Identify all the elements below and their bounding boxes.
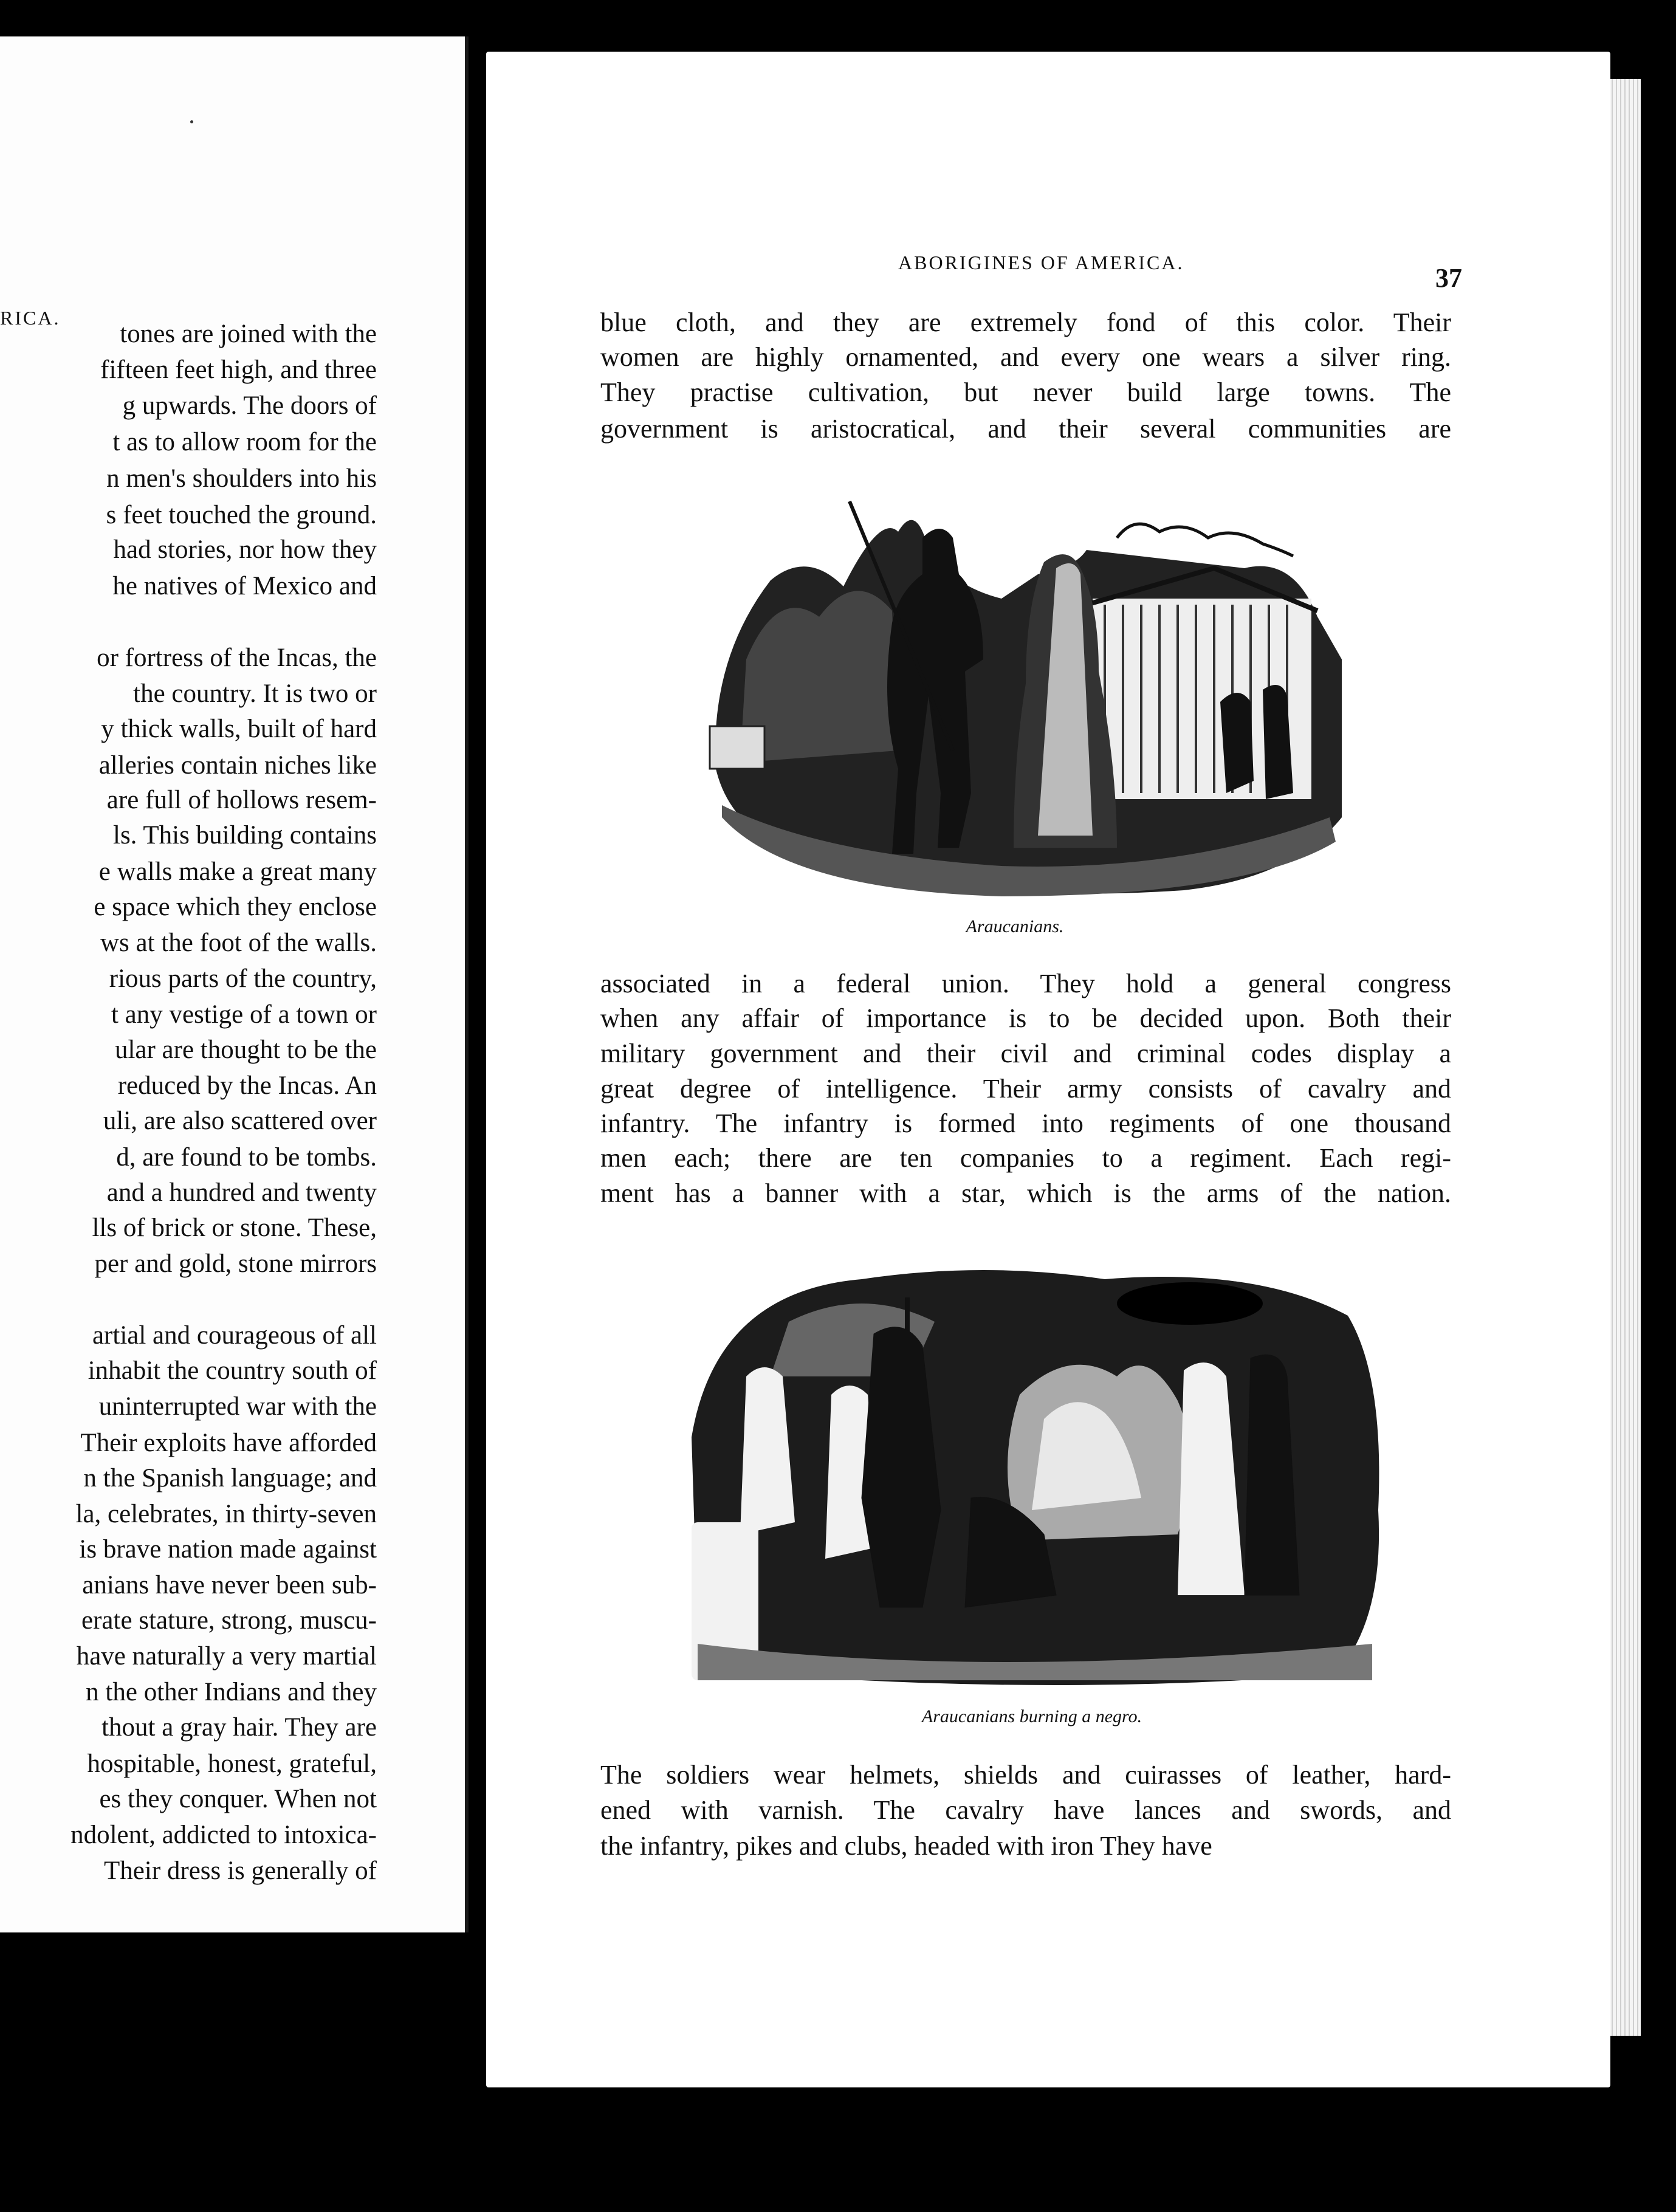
- left-text-line: t as to allow room for the: [112, 428, 377, 456]
- text-line: men each; there are ten companies to a regiment. Each regi-: [600, 1143, 1451, 1173]
- text-line: blue cloth, and they are extremely fond of this color. Their: [600, 307, 1451, 337]
- left-text-line: reduced by the Incas. An: [117, 1071, 377, 1100]
- text-line: women are highly ornamented, and every one wears a silver ring.: [600, 342, 1451, 372]
- left-text-line: lls of brick or stone. These,: [92, 1214, 377, 1242]
- text-line: the infantry, pikes and clubs, headed with iron They have: [600, 1831, 1212, 1861]
- left-page: [0, 36, 469, 1932]
- left-text-line: and a hundred and twenty: [106, 1178, 377, 1207]
- text-line: associated in a federal union. They hold a general congress: [600, 969, 1451, 998]
- left-text-line: e space which they enclose: [94, 893, 377, 921]
- left-text-line: tones are joined with the: [120, 320, 377, 348]
- left-text-line: have naturally a very martial: [76, 1642, 377, 1671]
- left-text-line: ls. This building contains: [113, 821, 377, 850]
- left-text-line: is brave nation made against: [79, 1535, 377, 1564]
- left-text-line: uninterrupted war with the: [98, 1392, 377, 1421]
- figure-caption-1: Araucanians.: [966, 916, 1064, 936]
- left-text-line: the country. It is two or: [133, 679, 377, 708]
- text-line: infantry. The infantry is formed into regiments of one thousand: [600, 1108, 1451, 1138]
- left-text-line: he natives of Mexico and: [112, 572, 377, 600]
- left-text-line: per and gold, stone mirrors: [94, 1249, 377, 1278]
- left-text-line: rious parts of the country,: [109, 964, 377, 993]
- illustration-araucanians-burning: [679, 1255, 1389, 1692]
- text-line: They practise cultivation, but never build large towns. The: [600, 377, 1451, 407]
- ink-dot: [190, 120, 193, 123]
- page-number: 37: [1435, 263, 1462, 293]
- illustration-araucanians: [698, 477, 1372, 902]
- left-text-line: Their exploits have afforded: [80, 1429, 377, 1457]
- left-text-line: are full of hollows resem-: [106, 786, 377, 814]
- left-text-line: es they conquer. When not: [99, 1785, 377, 1813]
- left-text-line: had stories, nor how they: [113, 535, 377, 564]
- left-text-line: g upwards. The doors of: [122, 391, 377, 420]
- left-text-line: n the Spanish language; and: [83, 1464, 377, 1492]
- left-running-head: RICA.: [0, 307, 61, 329]
- text-line: The soldiers wear helmets, shields and cuirasses of leather, hard-: [600, 1760, 1451, 1790]
- left-text-line: fifteen feet high, and three: [100, 355, 377, 384]
- left-text-line: ndolent, addicted to intoxica-: [70, 1821, 377, 1849]
- left-text-line: n men's shoulders into his: [106, 464, 377, 493]
- left-text-line: e walls make a great many: [98, 857, 377, 886]
- left-text-line: erate stature, strong, muscu-: [81, 1606, 377, 1635]
- text-line: ment has a banner with a star, which is the arms of the nation.: [600, 1178, 1451, 1208]
- text-line: government is aristocratical, and their several communities are: [600, 414, 1451, 444]
- left-text-line: anians have never been sub-: [82, 1571, 377, 1599]
- left-text-line: thout a gray hair. They are: [101, 1713, 377, 1742]
- left-text-line: Their dress is generally of: [104, 1856, 377, 1885]
- left-text-line: ws at the foot of the walls.: [100, 929, 377, 957]
- text-line: great degree of intelligence. Their army consists of cavalry and: [600, 1074, 1451, 1104]
- left-text-line: s feet touched the ground.: [106, 501, 377, 529]
- left-text-line: uli, are also scattered over: [103, 1107, 377, 1135]
- left-text-line: t any vestige of a town or: [111, 1000, 377, 1029]
- text-line: when any affair of importance is to be decided upon. Both their: [600, 1003, 1451, 1033]
- running-head: ABORIGINES OF AMERICA.: [898, 252, 1184, 273]
- left-text-line: inhabit the country south of: [88, 1356, 377, 1385]
- left-text-line: hospitable, honest, grateful,: [87, 1750, 377, 1778]
- left-text-line: d, are found to be tombs.: [116, 1143, 377, 1172]
- left-text-line: la, celebrates, in thirty-seven: [75, 1500, 377, 1528]
- left-text-line: n the other Indians and they: [86, 1678, 377, 1706]
- text-line: ened with varnish. The cavalry have lances and swords, and: [600, 1795, 1451, 1825]
- figure-caption-2: Araucanians burning a negro.: [921, 1706, 1142, 1726]
- left-text-line: artial and courageous of all: [92, 1321, 377, 1350]
- text-line: military government and their civil and criminal codes display a: [600, 1039, 1451, 1068]
- left-text-line: alleries contain niches like: [98, 751, 377, 780]
- left-text-line: y thick walls, built of hard: [101, 715, 377, 743]
- left-text-line: or fortress of the Incas, the: [97, 644, 377, 672]
- left-text-line: ular are thought to be the: [114, 1036, 377, 1064]
